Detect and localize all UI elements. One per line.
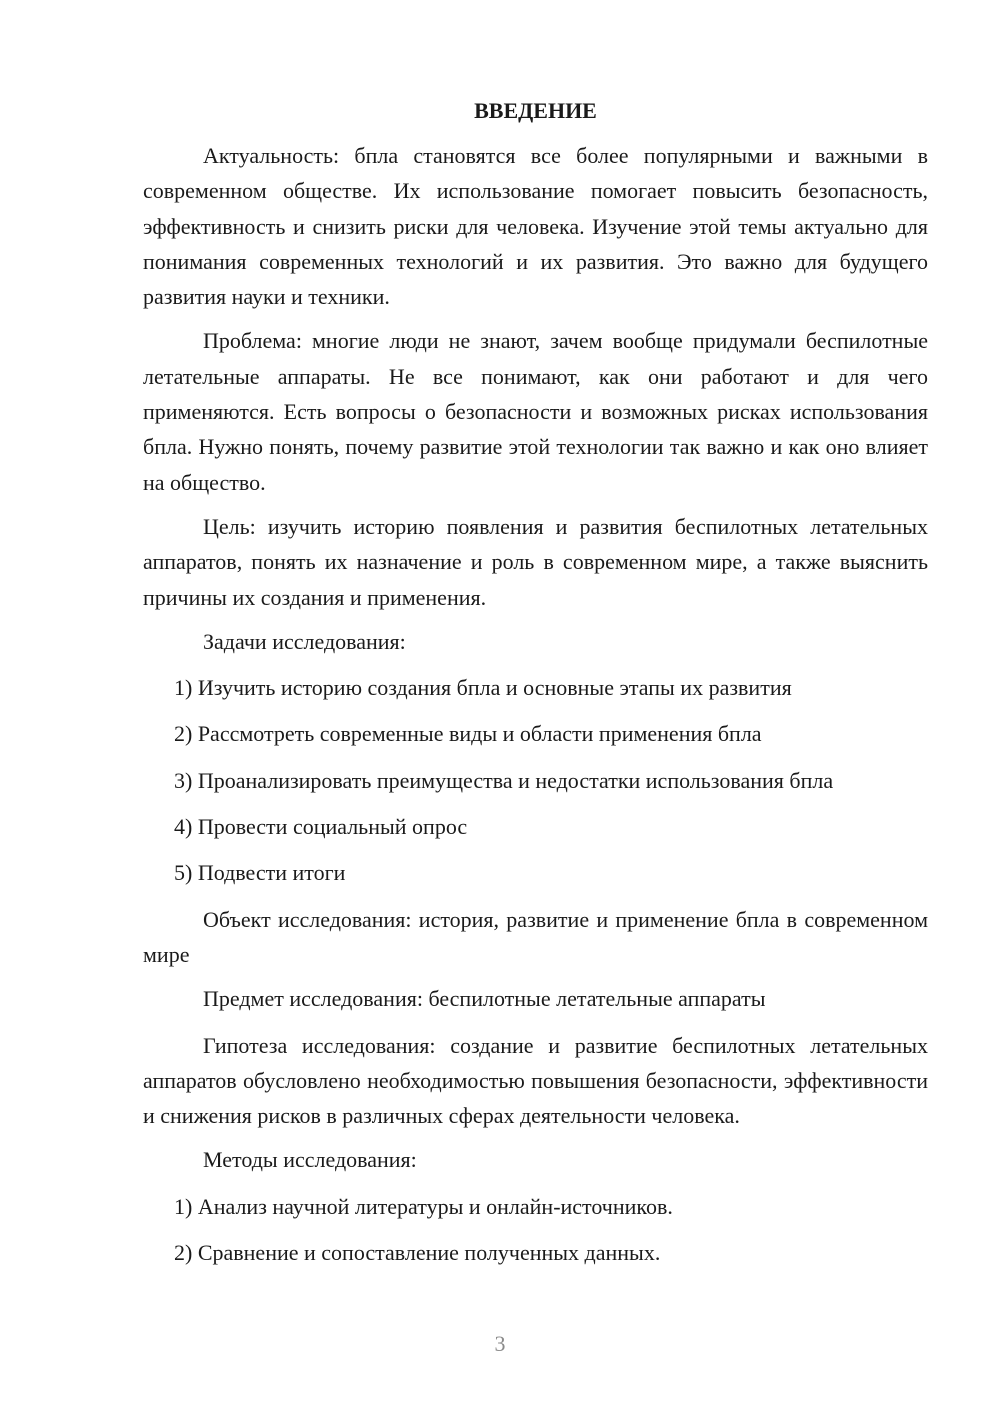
page-number: 3 (494, 1331, 506, 1356)
method-item: 2) Сравнение и сопоставление полученных данных. (174, 1240, 661, 1266)
methods-list (143, 1189, 928, 1271)
task-item: 4) Провести социальный опрос (174, 814, 468, 840)
task-item: 2) Рассмотреть современные виды и области применения бпла (174, 721, 762, 747)
methods-heading: Методы исследования: (203, 1147, 417, 1173)
subject-paragraph: Предмет исследования: беспилотные летательные аппараты (203, 986, 766, 1012)
object-paragraph: Объект исследования: история, развитие и применение бпла в современном мире (143, 906, 928, 967)
document-page (143, 96, 928, 1270)
tasks-heading: Задачи исследования: (203, 628, 406, 654)
task-item: 5) Подвести итоги (174, 860, 346, 886)
task-item: 1) Изучить историю создания бпла и основные этапы их развития (174, 675, 792, 701)
task-item: 3) Проанализировать преимущества и недостатки использования бпла (174, 767, 834, 793)
section-title: ВВЕДЕНИЕ (474, 98, 597, 123)
problem-paragraph: Проблема: многие люди не знают, зачем вообще придумали беспилотные летательные аппараты. Не все понимают, как они работают и для чего применяются. Есть вопросы о безопасности и возможных рисках использования бпла. Нужно понять, почему развитие этой технологии так важно и как оно влияет на общество. (143, 328, 928, 495)
method-item: 1) Анализ научной литературы и онлайн-источников. (174, 1193, 673, 1219)
relevance-paragraph: Актуальность: бпла становятся все более популярными и важными в современном обществе. Их использование помогает повысить безопасность, эффективность и снизить риски для человека. Изучение этой темы актуально для понимания современных технологий и их развития. Это важно для будущего развития науки и техники. (143, 143, 928, 310)
tasks-list (143, 670, 928, 890)
goal-paragraph: Цель: изучить историю появления и развития беспилотных летательных аппаратов, понять их назначение и роль в современном мире, а также выяснить причины их создания и применения. (143, 513, 928, 610)
hypothesis-paragraph: Гипотеза исследования: создание и развитие беспилотных летательных аппаратов обусловлено необходимостью повышения безопасности, эффективности и снижения рисков в различных сферах деятельности человека. (143, 1032, 928, 1129)
